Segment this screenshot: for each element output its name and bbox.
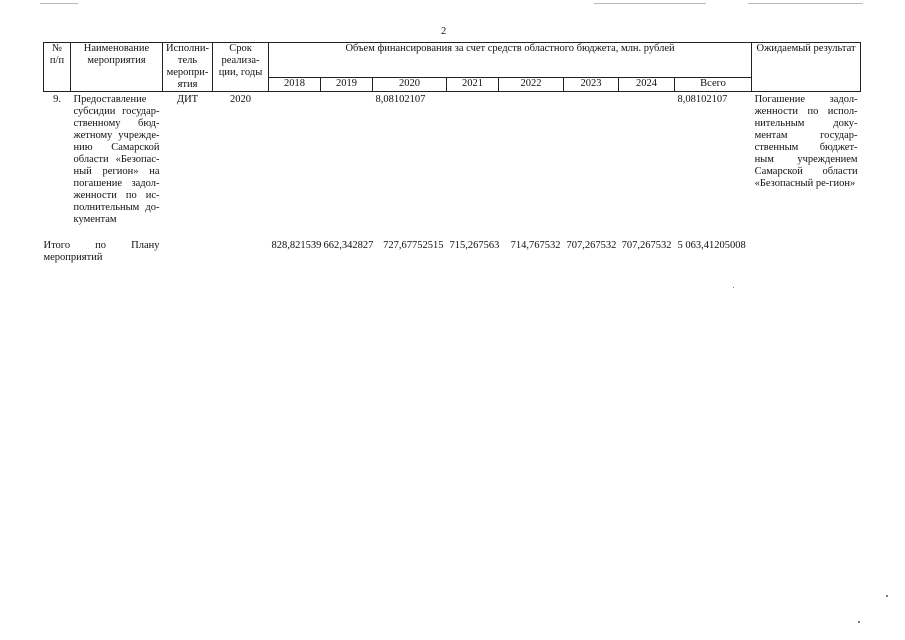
row-2018	[269, 92, 321, 227]
total-2019: 662,342827	[323, 240, 374, 251]
funding-table	[43, 42, 861, 264]
header-year-2023: 2023	[564, 78, 619, 92]
header-result: Ожидаемый результат	[752, 43, 861, 92]
header-funding: Объем финансирования за счет средств областного бюджета, млн. рублей	[269, 43, 752, 78]
header-year-2021: 2021	[447, 78, 499, 92]
row-total: 8,08102107	[677, 94, 728, 105]
scan-mark	[40, 3, 78, 4]
totals-label-word: Итого	[43, 240, 71, 251]
header-year-2020: 2020	[373, 78, 447, 92]
scan-speck	[886, 595, 888, 597]
row-name: Предоставление субсидии государ-ственному бюд-жетному учрежде-нию Самарской области «Безопас-ный регион» на погашение задол-женности по ис-полнительным до-кументам	[73, 94, 160, 225]
row-2021	[447, 92, 499, 227]
header-total: Всего	[675, 78, 752, 92]
total-2023: 707,267532	[566, 240, 617, 251]
header-number: № п/п	[44, 43, 71, 92]
row-2024	[619, 92, 675, 227]
header-year-2018: 2018	[269, 78, 321, 92]
total-all: 5 063,41205008	[677, 240, 746, 251]
header-year-2019: 2019	[321, 78, 373, 92]
total-2022: 714,767532	[510, 240, 561, 251]
table-row	[44, 92, 861, 227]
scan-mark	[748, 3, 863, 4]
total-2021: 715,267563	[449, 240, 500, 251]
header-name: Наименование мероприятия	[71, 43, 163, 92]
totals-label	[44, 240, 163, 264]
scan-mark	[594, 3, 706, 4]
row-2020: 8,08102107	[375, 94, 426, 105]
header-year-2024: 2024	[619, 78, 675, 92]
page-number: 2	[441, 26, 447, 37]
row-2023	[564, 92, 619, 227]
header-term: Срок реализа-ции, годы	[213, 43, 269, 92]
row-executor: ДИТ	[176, 94, 199, 105]
total-2024: 707,267532	[621, 240, 672, 251]
row-term: 2020	[230, 94, 251, 105]
scan-speck	[858, 621, 860, 623]
totals-label-line2: мероприятий	[43, 252, 103, 263]
row-2019	[321, 92, 373, 227]
row-2022	[499, 92, 564, 227]
totals-label-word: по	[95, 240, 107, 251]
row-number: 9.	[53, 94, 61, 105]
totals-row	[44, 240, 861, 264]
header-year-2022: 2022	[499, 78, 564, 92]
row-result: Погашение задол-женности по испол-нительным доку-ментам государ-ственным бюджет-ным учреждением Самарской области «Безопасный ре-гион»	[754, 94, 858, 189]
totals-label-word: Плану	[131, 240, 160, 251]
total-2018: 828,821539	[271, 240, 322, 251]
scan-speck	[733, 287, 734, 288]
header-executor: Исполни-тель меропри-ятия	[163, 43, 213, 92]
total-2020: 727,67752515	[383, 240, 444, 251]
